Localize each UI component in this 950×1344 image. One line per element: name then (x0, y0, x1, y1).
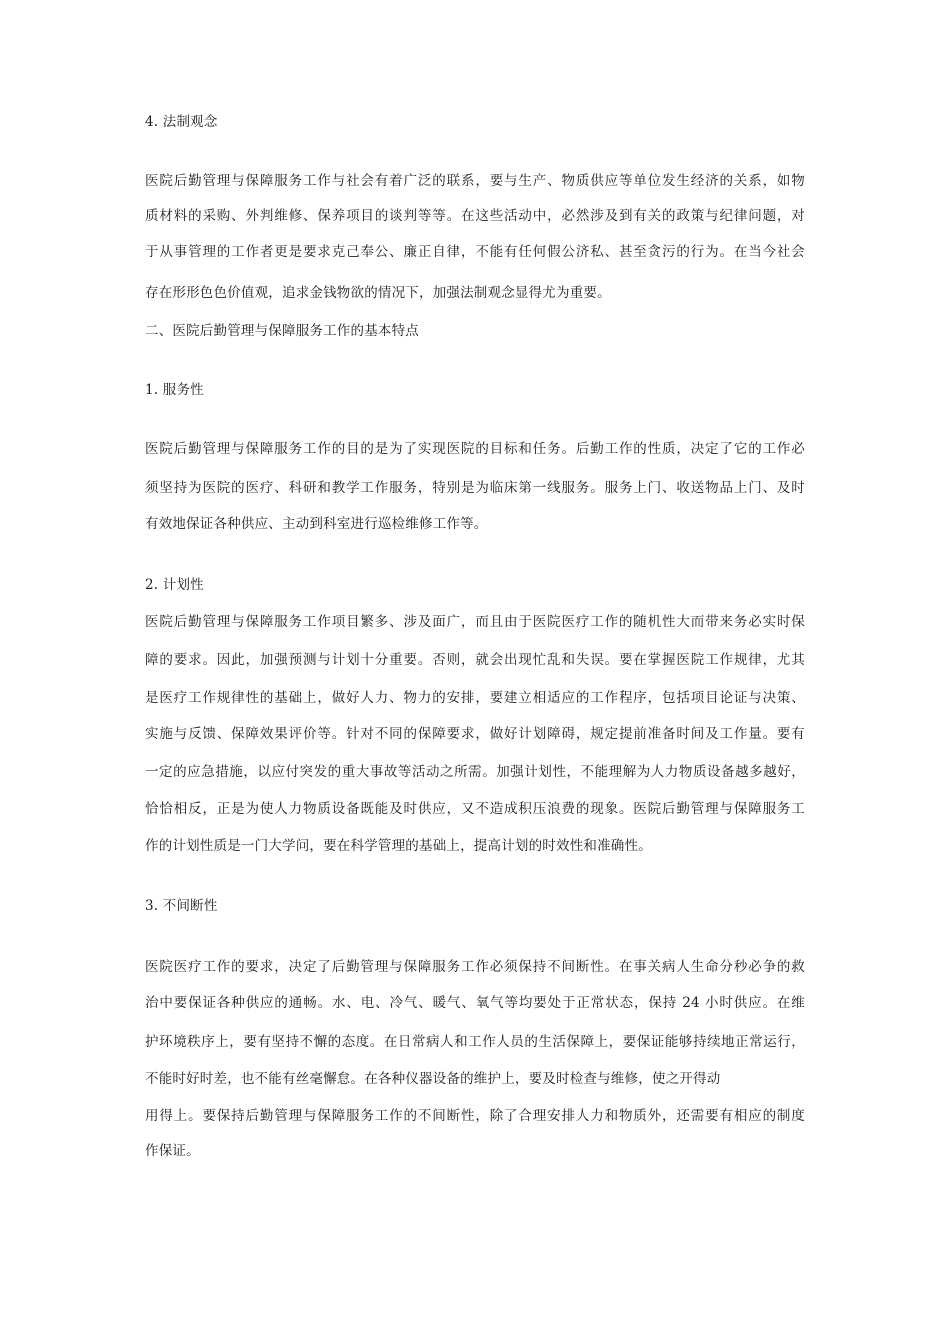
paragraph-line: 医院后勤管理与保障服务工作与社会有着广泛的联系，要与生产、物质供应等单位发生经济的关系，如物 (145, 173, 805, 189)
paragraph-line: 须坚持为医院的医疗、科研和教学工作服务，特别是为临床第一线服务。服务上门、收送物品上门、及时 (145, 480, 805, 496)
section-heading-planning: 2. 计划性 (145, 577, 204, 593)
paragraph-line: 医院后勤管理与保障服务工作的目的是为了实现医院的目标和任务。后勤工作的性质，决定了它的工作必 (145, 441, 805, 457)
paragraph-line: 实施与反馈、保障效果评价等。针对不同的保障要求，做好计划障碍，规定提前准备时间及工作量。要有 (145, 726, 805, 742)
paragraph-line: 不能时好时差，也不能有丝毫懈怠。在各种仪器设备的维护上，要及时检查与维修，使之开得动 (145, 1071, 721, 1087)
paragraph-line: 质材料的采购、外判维修、保养项目的谈判等等。在这些活动中，必然涉及到有关的政策与纪律问题，对 (145, 208, 805, 224)
paragraph-line: 医院后勤管理与保障服务工作项目繁多、涉及面广，而且由于医院医疗工作的随机性大而带来务必实时保 (145, 614, 805, 630)
paragraph-line: 于从事管理的工作者更是要求克己奉公、廉正自律，不能有任何假公济私、甚至贪污的行为。在当今社会 (145, 244, 805, 260)
paragraph-line: 有效地保证各种供应、主动到科室进行巡检维修工作等。 (145, 516, 488, 532)
chapter-heading-basic-features: 二、医院后勤管理与保障服务工作的基本特点 (145, 323, 419, 339)
paragraph-line: 是医疗工作规律性的基础上，做好人力、物力的安排，要建立相适应的工作程序，包括项目论证与决策、 (145, 690, 805, 706)
paragraph-line: 治中要保证各种供应的通畅。水、电、冷气、暖气、氧气等均要处于正常状态，保持 24 小时供应。在维 (145, 995, 805, 1011)
paragraph-line: 护环境秩序上，要有坚持不懈的态度。在日常病人和工作人员的生活保障上，要保证能够持续地正常运行， (145, 1034, 805, 1050)
paragraph-line: 恰恰相反，正是为使人力物质设备既能及时供应，又不造成积压浪费的现象。医院后勤管理与保障服务工 (145, 801, 805, 817)
paragraph-line: 用得上。要保持后勤管理与保障服务工作的不间断性，除了合理安排人力和物质外，还需要有相应的制度 (145, 1108, 805, 1124)
paragraph-line: 一定的应急措施，以应付突发的重大事故等活动之所需。加强计划性，不能理解为人力物质设备越多越好， (145, 764, 805, 780)
paragraph-line: 存在形形色色价值观，追求金钱物欲的情况下，加强法制观念显得尤为重要。 (145, 285, 611, 301)
section-heading-legal-concept: 4. 法制观念 (145, 114, 218, 130)
paragraph-line: 作保证。 (145, 1143, 200, 1159)
paragraph-line: 障的要求。因此，加强预测与计划十分重要。否则，就会出现忙乱和失误。要在掌握医院工作规律，尤其 (145, 652, 805, 668)
section-heading-service: 1. 服务性 (145, 382, 204, 398)
paragraph-line: 医院医疗工作的要求，决定了后勤管理与保障服务工作必须保持不间断性。在事关病人生命分秒必争的救 (145, 959, 805, 975)
paragraph-line: 作的计划性质是一门大学问，要在科学管理的基础上，提高计划的时效性和准确性。 (145, 838, 652, 854)
section-heading-continuity: 3. 不间断性 (145, 898, 218, 914)
